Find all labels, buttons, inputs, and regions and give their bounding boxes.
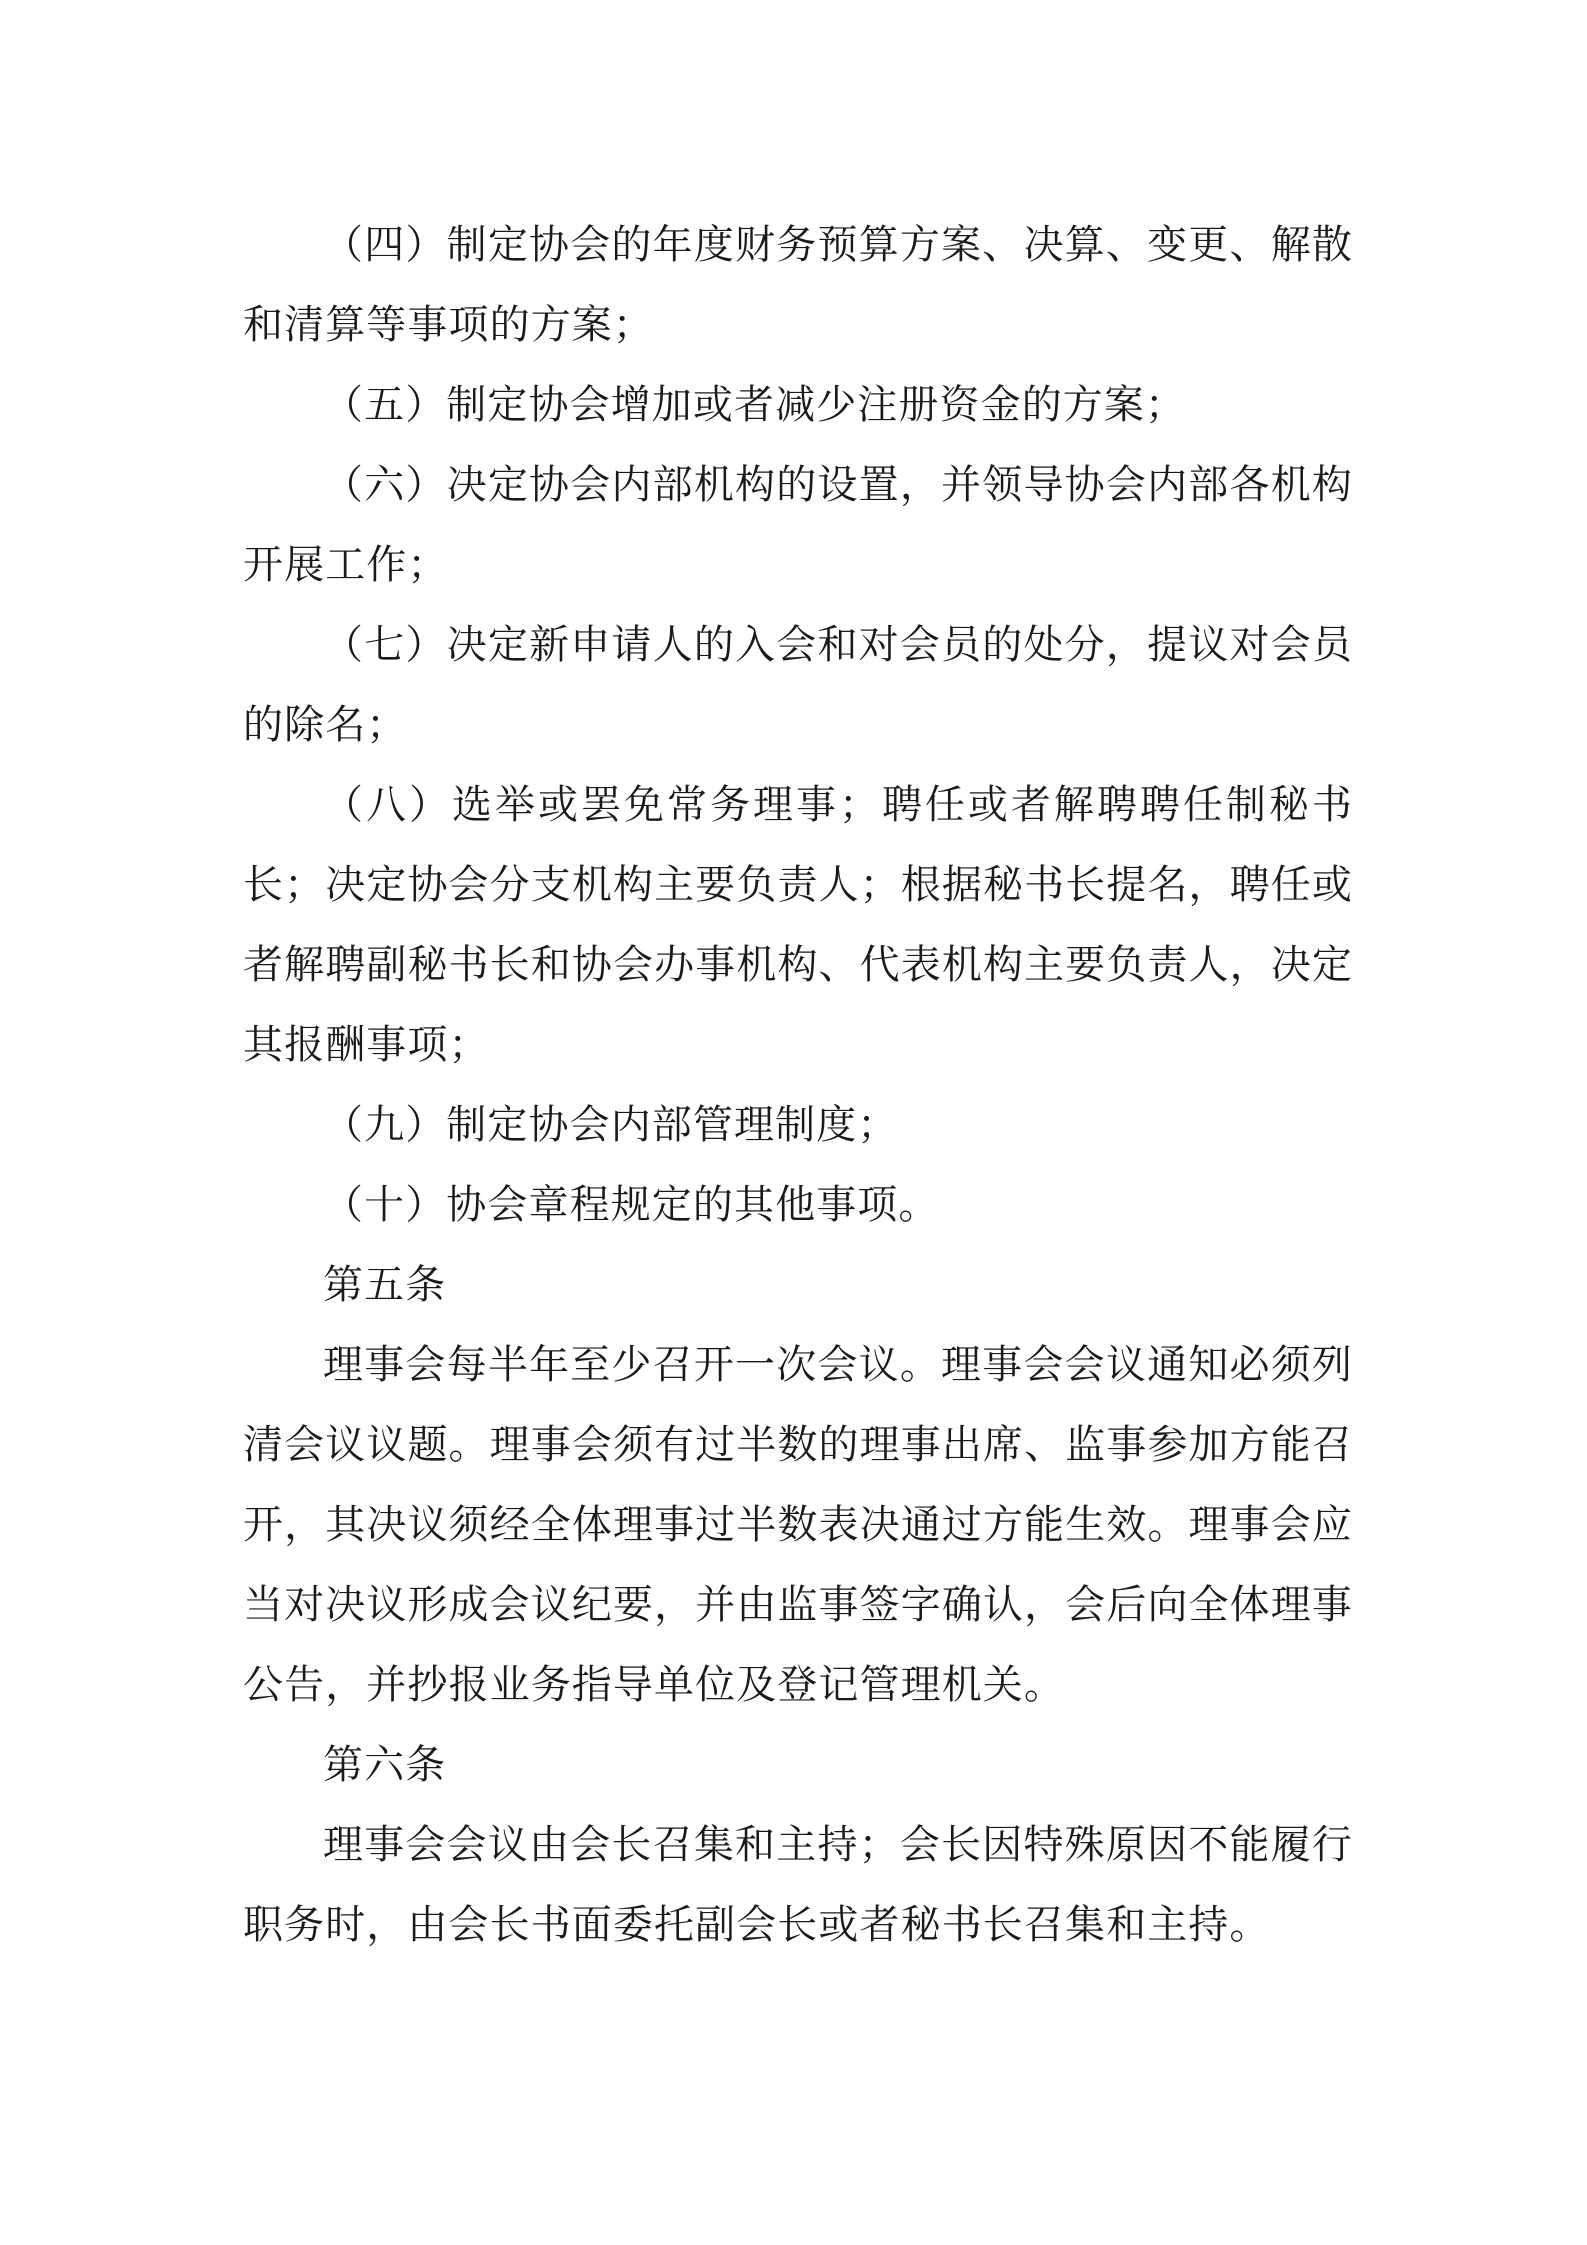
paragraph-item-8: （八）选举或罢免常务理事；聘任或者解聘聘任制秘书长；决定协会分支机构主要负责人；根据秘书长提名，聘任或者解聘副秘书长和协会办事机构、代表机构主要负责人，决定其报酬事项； [243, 782, 1353, 1068]
paragraph-item-10: （十）协会章程规定的其他事项。 [323, 1182, 940, 1228]
paragraph-item-5: （五）制定协会增加或者减少注册资金的方案； [323, 382, 1187, 428]
article-5-heading: 第五条 [323, 1262, 447, 1308]
paragraph-item-4: （四）制定协会的年度财务预算方案、决算、变更、解散和清算等事项的方案； [243, 222, 1353, 348]
article-6-heading: 第六条 [323, 1742, 447, 1788]
paragraph-item-9: （九）制定协会内部管理制度； [323, 1102, 899, 1148]
article-6-body: 理事会会议由会长召集和主持；会长因特殊原因不能履行职务时，由会长书面委托副会长或者秘书长召集和主持。 [243, 1822, 1353, 1948]
article-5-body: 理事会每半年至少召开一次会议。理事会会议通知必须列清会议议题。理事会须有过半数的理事出席、监事参加方能召开，其决议须经全体理事过半数表决通过方能生效。理事会应当对决议形成会议纪要，并由监事签字确认，会后向全体理事公告，并抄报业务指导单位及登记管理机关。 [243, 1342, 1353, 1708]
document-body [243, 205, 1353, 1965]
paragraph-item-7: （七）决定新申请人的入会和对会员的处分，提议对会员的除名； [243, 622, 1353, 748]
paragraph-item-6: （六）决定协会内部机构的设置，并领导协会内部各机构开展工作； [243, 462, 1353, 588]
